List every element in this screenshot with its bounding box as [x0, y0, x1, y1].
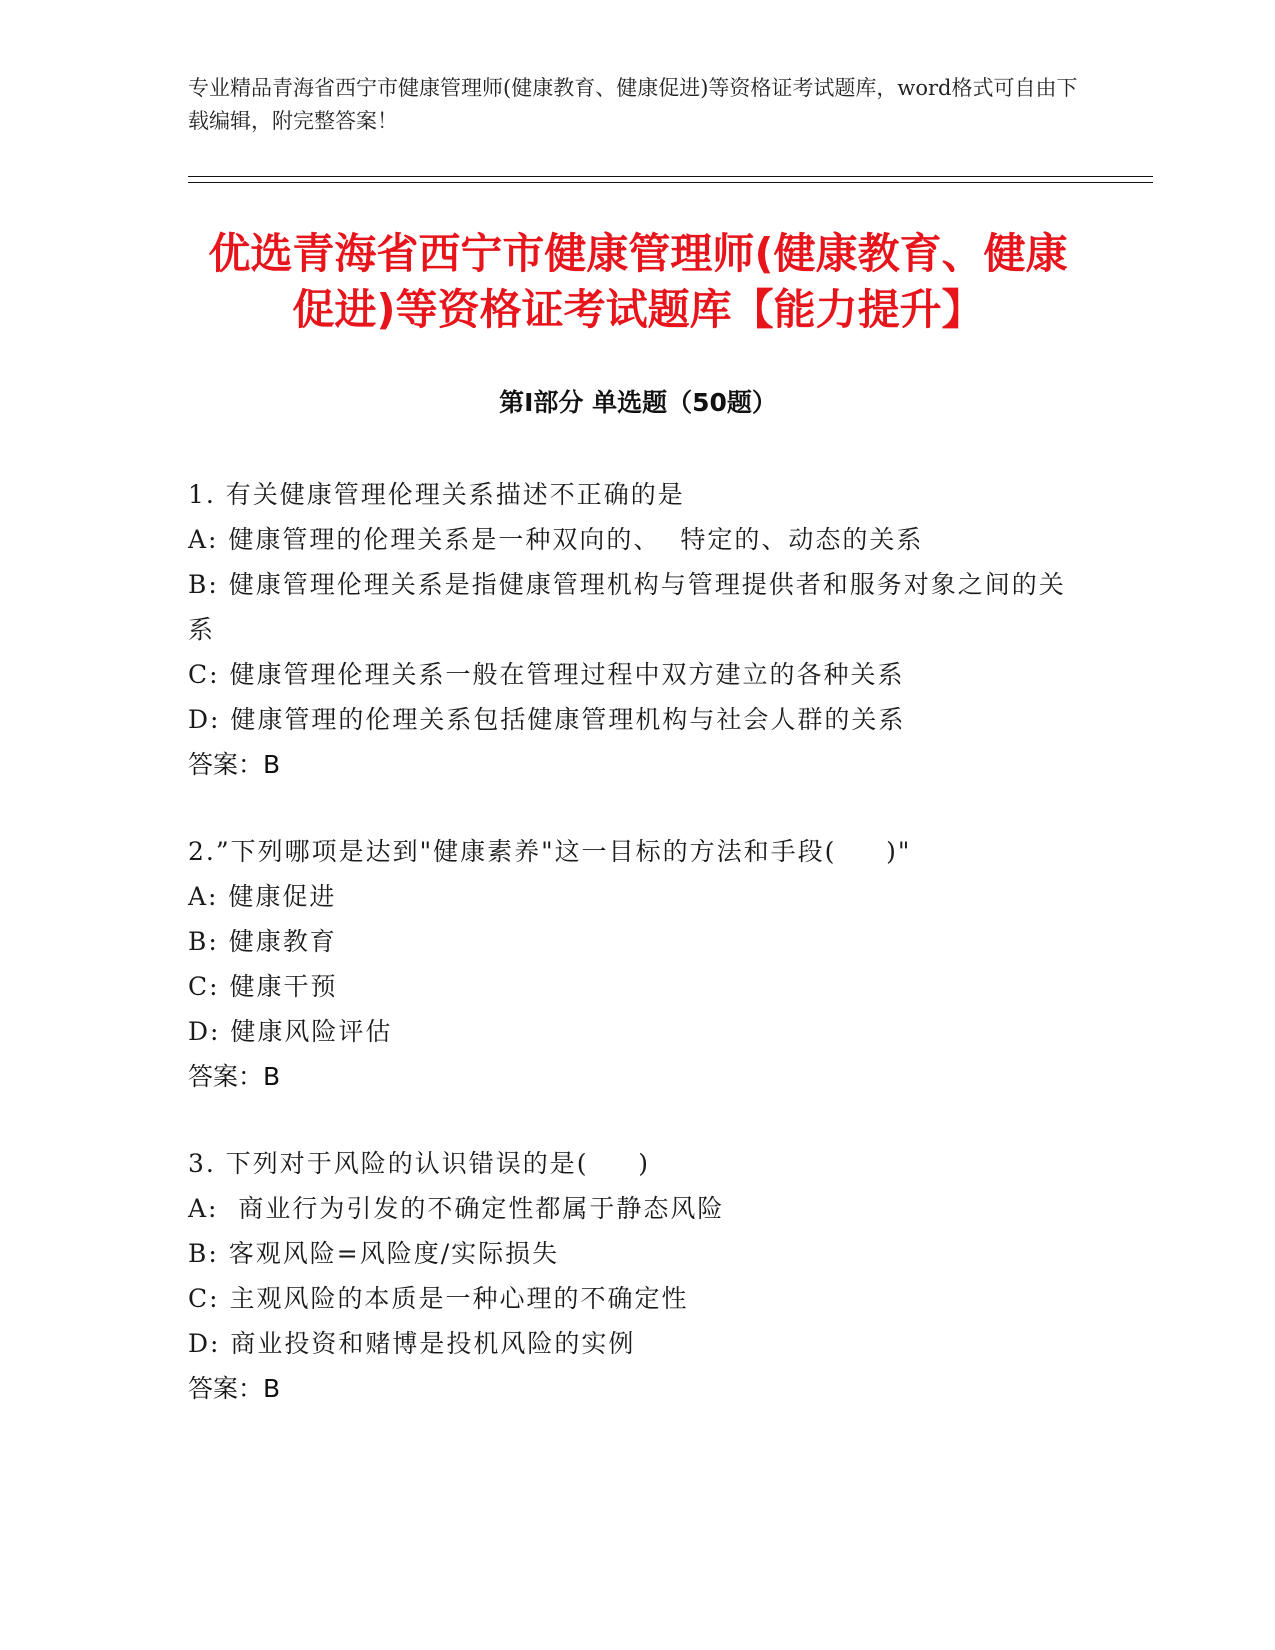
question-3: [188, 1141, 1088, 1411]
header-divider-bottom: [188, 182, 1153, 183]
option-a: A: 健康促进: [188, 882, 337, 911]
option-d: D: 健康管理的伦理关系包括健康管理机构与社会人群的关系: [188, 705, 906, 734]
question-list: [188, 472, 1088, 1453]
option-b: B: 健康教育: [188, 927, 337, 956]
header-divider-top: [188, 176, 1153, 177]
answer: 答案：B: [188, 1374, 281, 1403]
option-a: A: 健康管理的伦理关系是一种双向的、 特定的、动态的关系: [188, 525, 924, 554]
answer: 答案：B: [188, 1062, 281, 1091]
question-stem: 1. 有关健康管理伦理关系描述不正确的是: [188, 480, 685, 509]
question-2: [188, 829, 1088, 1099]
question-stem: 2.”下列哪项是达到"健康素养"这一目标的方法和手段( )": [188, 837, 912, 866]
answer: 答案：B: [188, 750, 281, 779]
option-a: A: 商业行为引发的不确定性都属于静态风险: [188, 1194, 725, 1223]
question-stem: 3. 下列对于风险的认识错误的是( ): [188, 1149, 651, 1178]
option-c: C: 健康干预: [188, 972, 338, 1001]
option-c: C: 主观风险的本质是一种心理的不确定性: [188, 1284, 689, 1313]
question-1: [188, 472, 1088, 787]
option-b: B: 客观风险=风险度/实际损失: [188, 1239, 560, 1268]
header-note: 专业精品青海省西宁市健康管理师(健康教育、健康促进)等资格证考试题库，word格式可自由下载编辑，附完整答案！: [188, 76, 1078, 133]
section-title: 第Ⅰ部分 单选题（50题）: [499, 388, 777, 417]
option-d: D: 健康风险评估: [188, 1017, 393, 1046]
option-d: D: 商业投资和赌博是投机风险的实例: [188, 1329, 636, 1358]
option-b: B: 健康管理伦理关系是指健康管理机构与管理提供者和服务对象之间的关系: [188, 570, 1066, 644]
option-c: C: 健康管理伦理关系一般在管理过程中双方建立的各种关系: [188, 660, 905, 689]
document-title: 优选青海省西宁市健康管理师(健康教育、健康促进)等资格证考试题库【能力提升】: [208, 229, 1068, 334]
